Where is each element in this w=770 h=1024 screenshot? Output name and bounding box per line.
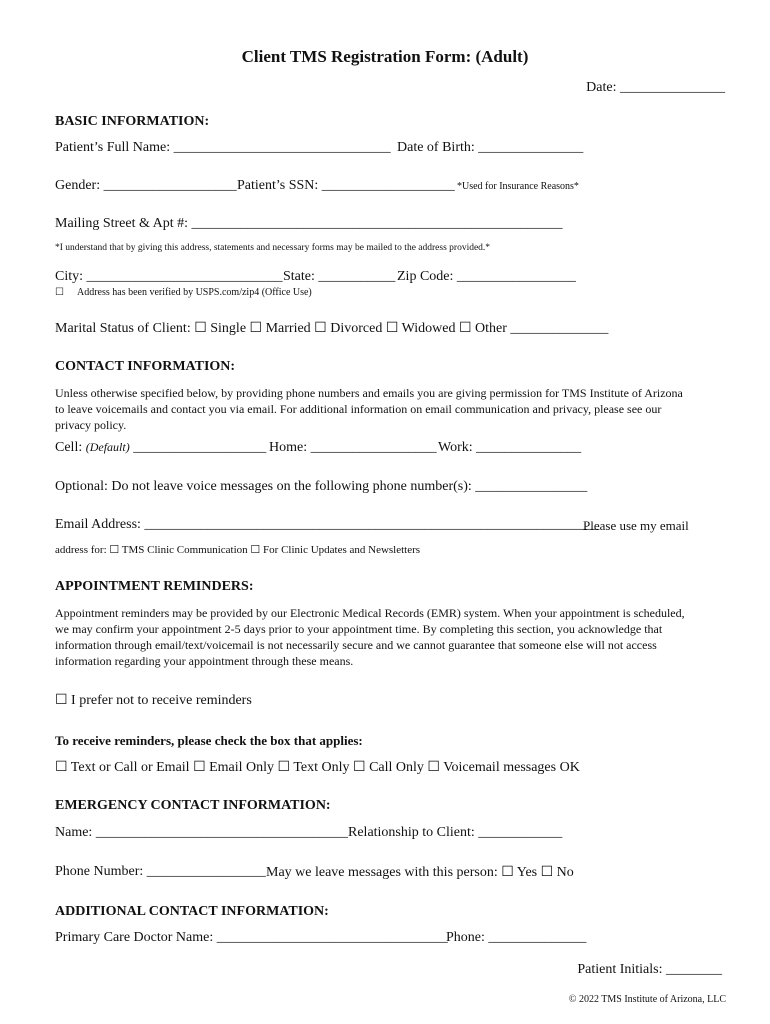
address-verified-note: Address has been verified by USPS.com/zip4 (Office Use) [77, 287, 312, 298]
email-use-note: Please use my email [583, 518, 689, 533]
reminder-options[interactable]: ☐ Text or Call or Email ☐ Email Only ☐ Text Only ☐ Call Only ☐ Voicemail messages OK [55, 760, 580, 775]
marital-status-field[interactable]: Marital Status of Client: ☐ Single ☐ Married ☐ Divorced ☐ Widowed ☐ Other ______________ [55, 321, 609, 336]
state-field[interactable]: State: ___________ [283, 269, 396, 284]
cell-blank[interactable]: ___________________ [133, 440, 267, 455]
contact-para-line-3: privacy policy. [55, 418, 127, 432]
home-phone-field[interactable]: Home: __________________ [269, 440, 437, 455]
optional-no-voicemail-field[interactable]: Optional: Do not leave voice messages on the following phone number(s): ________________ [55, 479, 588, 494]
appointment-reminders-heading: APPOINTMENT REMINDERS: [55, 579, 254, 594]
ssn-note: *Used for Insurance Reasons* [457, 181, 579, 192]
doctor-phone-field[interactable]: Phone: ______________ [446, 930, 587, 945]
receive-reminders-heading: To receive reminders, please check the box that applies: [55, 733, 363, 748]
gender-field[interactable]: Gender: ___________________ [55, 178, 237, 193]
no-reminders-checkbox[interactable]: ☐ I prefer not to receive reminders [55, 693, 252, 708]
additional-contact-heading: ADDITIONAL CONTACT INFORMATION: [55, 904, 329, 919]
patient-initials-field[interactable]: Patient Initials: ________ [577, 962, 722, 977]
email-purpose-options[interactable]: address for: ☐ TMS Clinic Communication ☐ For Clinic Updates and Newsletters [55, 544, 421, 556]
cell-default-label: (Default) [85, 440, 130, 454]
leave-messages-options[interactable]: May we leave messages with this person: ☐ Yes ☐ No [266, 865, 574, 880]
appointment-para-line-3: information through email/text/voicemail is not necessarily secure and we cannot guarantee that someone else will not access [55, 638, 657, 652]
date-of-birth-field[interactable]: Date of Birth: _______________ [397, 140, 584, 155]
date-field[interactable]: Date: _______________ [586, 80, 725, 95]
basic-info-heading: BASIC INFORMATION: [55, 114, 210, 129]
city-field[interactable]: City: ____________________________ [55, 269, 283, 284]
emergency-contact-heading: EMERGENCY CONTACT INFORMATION: [55, 798, 331, 813]
contact-info-heading: CONTACT INFORMATION: [55, 359, 236, 374]
zip-code-field[interactable]: Zip Code: _________________ [397, 269, 576, 284]
contact-permission-paragraph [55, 385, 715, 433]
address-verified-checkbox[interactable]: ☐ [55, 287, 64, 298]
copyright-footer: © 2022 TMS Institute of Arizona, LLC [568, 994, 726, 1005]
patient-ssn-field[interactable]: Patient’s SSN: ___________________ [237, 178, 455, 193]
primary-care-doctor-field[interactable]: Primary Care Doctor Name: _________________________________ [55, 930, 448, 945]
contact-para-line-1: Unless otherwise specified below, by providing phone numbers and emails you are giving permission for TMS Institute of Arizona [55, 386, 683, 400]
appointment-para-line-2: we may confirm your appointment 2-5 days prior to your appointment time. By completing this section, you acknowledge that [55, 622, 663, 636]
appointment-para-line-4: information regarding your appointment through these means. [55, 654, 354, 668]
mailing-street-field[interactable]: Mailing Street & Apt #: _____________________________________________________ [55, 216, 563, 231]
appointment-paragraph [55, 605, 715, 669]
emergency-name-field[interactable]: Name: ____________________________________ [55, 825, 348, 840]
work-phone-field[interactable]: Work: _______________ [438, 440, 582, 455]
form-title: Client TMS Registration Form: (Adult) [241, 47, 529, 66]
address-note: *I understand that by giving this address, statements and necessary forms may be mailed to the address provided.* [55, 243, 491, 253]
appointment-para-line-1: Appointment reminders may be provided by our Electronic Medical Records (EMR) system. When your appointment is scheduled, [55, 606, 685, 620]
email-address-field[interactable]: Email Address: _________________________________________________________________ [55, 517, 600, 532]
contact-para-line-2: to leave voicemails and contact you via email. For additional information on email communication and privacy, please see our [55, 402, 662, 416]
emergency-phone-field[interactable]: Phone Number: _________________ [55, 864, 266, 879]
patient-full-name-field[interactable]: Patient’s Full Name: _______________________________ [55, 140, 391, 155]
relationship-field[interactable]: Relationship to Client: ____________ [348, 825, 563, 840]
cell-phone-field[interactable] [55, 440, 266, 456]
cell-label: Cell: [55, 440, 83, 455]
